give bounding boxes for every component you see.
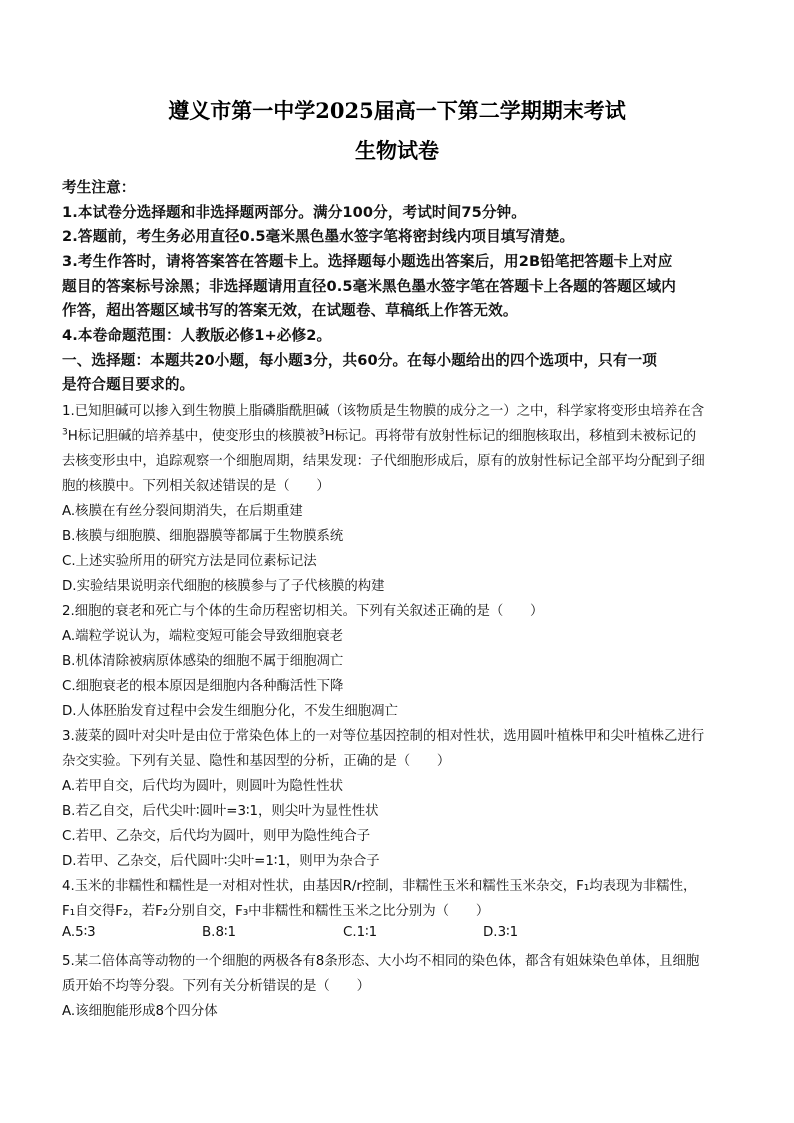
q1-option-c: C.上述实验所用的研究方法是同位素标记法 [62, 554, 317, 569]
section-heading: 一、选择题：本题共20小题，每小题3分，共60分。在每小题给出的四个选项中，只有一项 [62, 352, 657, 369]
q3-stem-line: 杂交实验。下列有关显、隐性和基因型的分析，正确的是（ ） [62, 754, 451, 769]
isotope-symbol: H [67, 429, 78, 444]
q1-stem-line: 胞的核膜中。下列相关叙述错误的是（ ） [62, 479, 330, 494]
q3-option-d: D.若甲、乙杂交，后代圆叶∶尖叶=1∶1，则甲为杂合子 [62, 854, 380, 869]
notice-line: 题目的答案标号涂黑；非选择题请用直径0.5毫米黑色墨水签字笔在答题卡上各题的答题区域内 [62, 278, 676, 295]
q1-stem-line: 去核变形虫中，追踪观察一个细胞周期，结果发现：子代细胞形成后，原有的放射性标记全部平均分配到子细 [62, 454, 705, 469]
q2-option-a: A.端粒学说认为，端粒变短可能会导致细胞衰老 [62, 629, 343, 644]
q4-option-d: D.3∶1 [483, 925, 519, 940]
isotope-mass: 3 [62, 427, 68, 438]
q1-stem-text: 标记胆碱的培养基中，使变形虫的核膜被 [77, 429, 319, 444]
notice-line: 4.本卷命题范围：人教版必修1+必修2。 [62, 327, 332, 344]
q1-stem-text: 标记。再将带有放射性标记的细胞核取出，移植到未被标记的 [334, 429, 697, 444]
q4-stem-line: 4.玉米的非糯性和糯性是一对相对性状，由基因R/r控制，非糯性玉米和糯性玉米杂交，F₁均表现为非糯性， [62, 879, 697, 894]
exam-title: 遵义市第一中学2025届高一下第二学期期末考试 [168, 98, 626, 123]
q1-option-b: B.核膜与细胞膜、细胞器膜等都属于生物膜系统 [62, 529, 344, 544]
notice-line: 3.考生作答时，请将答案答在答题卡上。选择题每小题选出答案后，用2B铅笔把答题卡上对应 [62, 253, 673, 270]
q2-option-d: D.人体胚胎发育过程中会发生细胞分化，不发生细胞凋亡 [62, 704, 398, 719]
q1-stem-line [62, 425, 696, 444]
notice-line: 1.本试卷分选择题和非选择题两部分。满分100分，考试时间75分钟。 [62, 204, 526, 221]
q1-stem-line: 1.已知胆碱可以掺入到生物膜上脂磷脂酰胆碱（该物质是生物膜的成分之一）之中，科学家将变形虫培养在含 [62, 404, 705, 419]
q1-option-a: A.核膜在有丝分裂间期消失，在后期重建 [62, 504, 303, 519]
q3-stem-line: 3.菠菜的圆叶对尖叶是由位于常染色体上的一对等位基因控制的相对性状，选用圆叶植株甲和尖叶植株乙进行 [62, 729, 705, 744]
q1-option-d: D.实验结果说明亲代细胞的核膜参与了子代核膜的构建 [62, 579, 385, 594]
q5-option-a: A.该细胞能形成8个四分体 [62, 1004, 218, 1019]
q3-option-c: C.若甲、乙杂交，后代均为圆叶，则甲为隐性纯合子 [62, 829, 371, 844]
isotope-mass: 3 [318, 427, 325, 438]
exam-subtitle: 生物试卷 [355, 138, 439, 163]
q3-option-b: B.若乙自交，后代尖叶∶圆叶=3∶1，则尖叶为显性性状 [62, 804, 379, 819]
section-heading: 是符合题目要求的。 [62, 376, 195, 393]
q5-stem-line: 5.某二倍体高等动物的一个细胞的两极各有8条形态、大小均不相同的染色体，都含有姐妹染色单体，且细胞 [62, 954, 700, 969]
notice-heading: 考生注意： [62, 179, 136, 196]
q2-stem: 2.细胞的衰老和死亡与个体的生命历程密切相关。下列有关叙述正确的是（ ） [62, 604, 544, 619]
q2-option-c: C.细胞衰老的根本原因是细胞内各种酶活性下降 [62, 679, 344, 694]
notice-line: 2.答题前，考生务必用直径0.5毫米黑色墨水签字笔将密封线内项目填写清楚。 [62, 228, 575, 245]
q2-option-b: B.机体清除被病原体感染的细胞不属于细胞凋亡 [62, 654, 344, 669]
q4-stem-line: F₁自交得F₂，若F₂分别自交，F₃中非糯性和糯性玉米之比分别为（ ） [62, 904, 490, 919]
q4-option-c: C.1∶1 [343, 925, 378, 940]
q4-options-row [62, 925, 762, 945]
q4-option-a: A.5∶3 [62, 925, 96, 940]
isotope-symbol: H [324, 429, 335, 444]
q5-stem-line: 质开始不均等分裂。下列有关分析错误的是（ ） [62, 979, 370, 994]
notice-line: 作答，超出答题区域书写的答案无效，在试题卷、草稿纸上作答无效。 [62, 302, 518, 319]
q4-option-b: B.8∶1 [202, 925, 236, 940]
q3-option-a: A.若甲自交，后代均为圆叶，则圆叶为隐性性状 [62, 779, 343, 794]
